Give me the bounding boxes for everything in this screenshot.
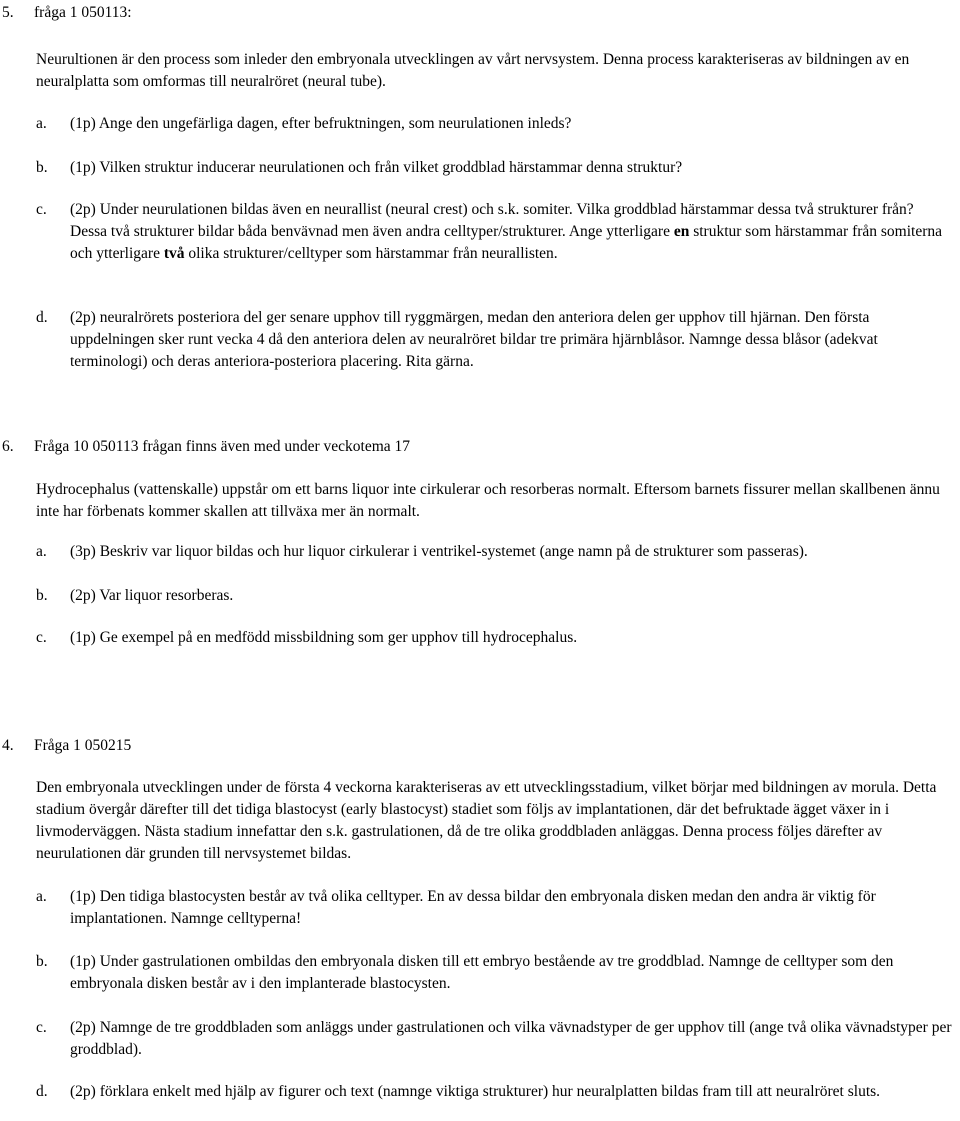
question-5-item-c: [36, 199, 954, 265]
question-5-item-d: [36, 307, 954, 373]
question-5-item-b: [36, 157, 954, 179]
item-letter: a.: [36, 115, 47, 132]
emphasis-en: en: [673, 223, 690, 240]
question-6-intro: Hydrocephalus (vattenskalle) uppstår om ett barns liquor inte cirkulerar och resorberas normalt. Eftersom barnets fissurer mellan skallbenen ännu inte har förbenats kommer skallen att tillväxa mer än normalt.: [36, 481, 940, 520]
question-number: 6.: [2, 438, 14, 455]
item-letter: c.: [36, 629, 47, 646]
item-text: (2p) Under neurulationen bildas även en neurallist (neural crest) och s.k. somiter. Vilka groddblad härstammar dessa två strukturer från? Dessa två strukturer bildar båda benvävnad men även andra celltyper/strukturer. Ange ytterligare en struktur som härstammar från somiterna och ytterligare två olika strukturer/celltyper som härstammar från neurallisten.: [70, 201, 943, 262]
question-5-heading: [2, 2, 132, 24]
item-text: (2p) förklara enkelt med hjälp av figurer och text (namnge viktiga strukturer) hur neuralplatten bildas fram till att neuralröret sluts.: [70, 1083, 881, 1100]
item-letter: b.: [36, 953, 48, 970]
item-text: (1p) Ge exempel på en medfödd missbildning som ger upphov till hydrocephalus.: [70, 629, 578, 646]
question-title: Fråga 1 050215: [34, 737, 132, 754]
item-text: (1p) Den tidiga blastocysten består av två olika celltyper. En av dessa bildar den embryonala disken medan den andra är viktig för implantationen. Namnge celltyperna!: [70, 888, 876, 927]
question-6-item-b: [36, 585, 954, 607]
item-letter: d.: [36, 309, 48, 326]
item-letter: b.: [36, 587, 48, 604]
item-text: (2p) neuralrörets posteriora del ger senare upphov till ryggmärgen, medan den anteriora delen ger upphov till hjärnan. Den första uppdelningen sker runt vecka 4 då den anteriora delen av neuralröret bildar tre primära hjärnblåsor. Namnge dessa blåsor (adekvat terminologi) och deras anteriora-posteriora placering. Rita gärna.: [70, 309, 878, 370]
item-letter: a.: [36, 888, 47, 905]
item-text: (1p) Ange den ungefärliga dagen, efter befruktningen, som neurulationen inleds?: [70, 115, 572, 132]
question-4-item-b: [36, 951, 954, 995]
question-title: Fråga 10 050113 frågan finns även med under veckotema 17: [34, 438, 411, 455]
item-letter: b.: [36, 159, 48, 176]
item-letter: c.: [36, 1019, 47, 1036]
question-6-heading: [2, 436, 410, 458]
question-4-item-a: [36, 886, 954, 930]
question-5-intro: Neurultionen är den process som inleder den embryonala utvecklingen av vårt nervsystem. Denna process karakteriseras av bildningen av en neuralplatta som omformas till neuralröret (neural tube).: [36, 51, 910, 90]
question-title: fråga 1 050113:: [34, 4, 132, 21]
item-letter: c.: [36, 201, 47, 218]
question-4-item-c: [36, 1017, 954, 1061]
question-4-item-d: [36, 1081, 954, 1103]
item-letter: d.: [36, 1083, 48, 1100]
question-4-heading: [2, 735, 131, 757]
question-number: 4.: [2, 737, 14, 754]
item-text: (1p) Vilken struktur inducerar neurulationen och från vilket groddblad härstammar denna struktur?: [70, 159, 683, 176]
item-text: (3p) Beskriv var liquor bildas och hur liquor cirkulerar i ventrikel-systemet (ange namn på de strukturer som passeras).: [70, 543, 808, 560]
emphasis-tva: två: [163, 245, 185, 262]
question-6-item-c: [36, 627, 954, 649]
item-text: (2p) Namnge de tre groddbladen som anläggs under gastrulationen och vilka vävnadstyper de ger upphov till (ange två olika vävnadstyper per groddblad).: [70, 1019, 952, 1058]
question-number: 5.: [2, 4, 14, 21]
item-text: (1p) Under gastrulationen ombildas den embryonala disken till ett embryo bestående av tre groddblad. Namnge de celltyper som den embryonala disken består av i den implanterade blastocysten.: [70, 953, 894, 992]
question-6-item-a: [36, 541, 954, 563]
question-5-item-a: [36, 113, 954, 135]
item-letter: a.: [36, 543, 47, 560]
item-text: (2p) Var liquor resorberas.: [70, 587, 234, 604]
question-4-intro: Den embryonala utvecklingen under de första 4 veckorna karakteriseras av ett utvecklingsstadium, vilket börjar med bildningen av morula. Detta stadium övergår därefter till det tidiga blastocyst (early blastocyst) stadiet som följs av implantationen, där det befruktade ägget växer in i livmoderväggen. Nästa stadium innefattar den s.k. gastrulationen, då de tre olika groddbladen anläggas. Denna process följes därefter av neurulationen där grunden till nervsystemet bildas.: [36, 779, 937, 862]
